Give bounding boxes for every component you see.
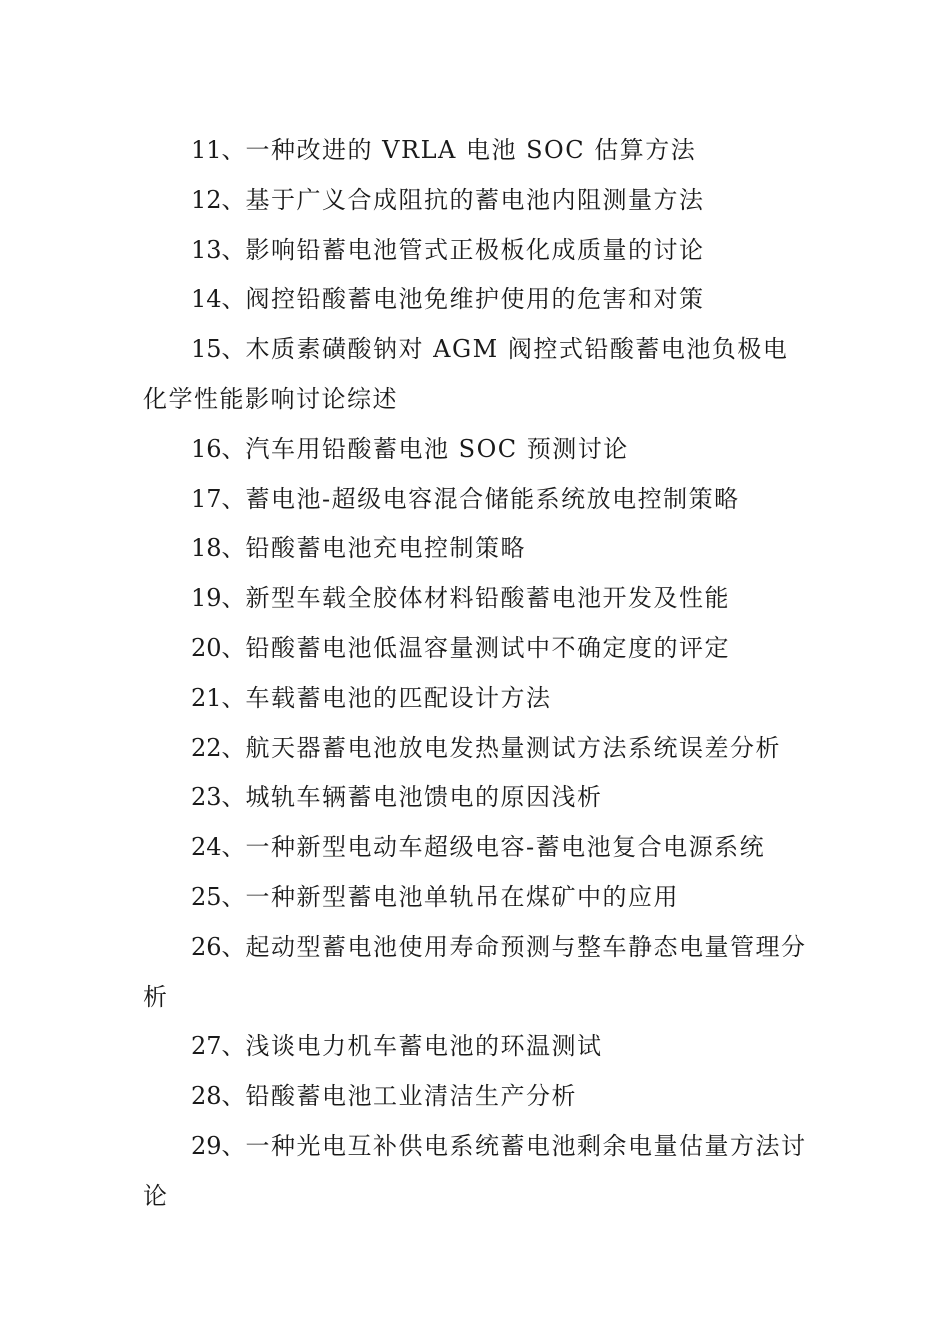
list-item xyxy=(143,1122,808,1222)
list-item xyxy=(143,524,808,574)
item-number: 25、 xyxy=(191,882,246,911)
item-title: 一种新型电动车超级电容-蓄电池复合电源系统 xyxy=(245,833,766,862)
list-item xyxy=(143,176,808,226)
item-title: 一种改进的 VRLA 电池 SOC 估算方法 xyxy=(245,136,697,164)
item-title: 汽车用铅酸蓄电池 SOC 预测讨论 xyxy=(245,434,629,463)
list-item xyxy=(143,873,808,923)
item-number: 13、 xyxy=(191,235,246,264)
item-title: 木质素磺酸钠对 AGM 阀控式铅酸蓄电池负极电化学性能影响讨论综述 xyxy=(143,335,789,413)
item-title: 一种光电互补供电系统蓄电池剩余电量估量方法讨论 xyxy=(143,1131,807,1210)
item-title: 一种新型蓄电池单轨吊在煤矿中的应用 xyxy=(245,882,680,911)
item-number: 26、 xyxy=(191,932,246,961)
item-number: 24、 xyxy=(191,833,246,862)
item-title: 铅酸蓄电池低温容量测试中不确定度的评定 xyxy=(245,633,731,662)
reference-list xyxy=(143,126,808,1222)
list-item xyxy=(143,226,808,276)
item-title: 蓄电池-超级电容混合储能系统放电控制策略 xyxy=(245,484,740,513)
list-item xyxy=(143,425,808,475)
list-item xyxy=(143,724,808,774)
item-title: 车载蓄电池的匹配设计方法 xyxy=(245,683,552,712)
item-title: 铅酸蓄电池工业清洁生产分析 xyxy=(245,1082,578,1111)
item-number: 21、 xyxy=(191,683,246,712)
item-number: 17、 xyxy=(191,484,246,513)
item-number: 15、 xyxy=(191,335,246,364)
item-number: 20、 xyxy=(191,633,246,662)
list-item xyxy=(143,923,808,1023)
item-number: 12、 xyxy=(191,185,246,214)
list-item xyxy=(143,674,808,724)
item-title: 阀控铅酸蓄电池免维护使用的危害和对策 xyxy=(245,285,705,314)
item-number: 22、 xyxy=(191,733,246,762)
list-item xyxy=(143,773,808,823)
list-item xyxy=(143,574,808,624)
item-title: 新型车载全胶体材料铅酸蓄电池开发及性能 xyxy=(245,584,731,613)
item-title: 浅谈电力机车蓄电池的环温测试 xyxy=(245,1032,603,1061)
item-number: 19、 xyxy=(191,584,246,613)
list-item xyxy=(143,1022,808,1072)
item-title: 铅酸蓄电池充电控制策略 xyxy=(245,534,527,563)
item-number: 16、 xyxy=(191,434,246,463)
list-item xyxy=(143,275,808,325)
item-title: 起动型蓄电池使用寿命预测与整车静态电量管理分析 xyxy=(143,932,807,1011)
item-number: 18、 xyxy=(191,534,246,563)
item-number: 27、 xyxy=(191,1032,246,1061)
list-item xyxy=(143,1072,808,1122)
item-title: 航天器蓄电池放电发热量测试方法系统误差分析 xyxy=(245,733,782,762)
item-title: 影响铅蓄电池管式正极板化成质量的讨论 xyxy=(245,235,705,264)
item-number: 23、 xyxy=(191,783,246,812)
list-item xyxy=(143,475,808,525)
item-number: 11、 xyxy=(191,136,246,164)
item-title: 基于广义合成阻抗的蓄电池内阻测量方法 xyxy=(245,185,705,214)
item-number: 29、 xyxy=(191,1131,246,1160)
list-item xyxy=(143,325,808,425)
item-number: 14、 xyxy=(191,285,246,314)
list-item xyxy=(143,624,808,674)
item-title: 城轨车辆蓄电池馈电的原因浅析 xyxy=(245,783,603,812)
list-item xyxy=(143,126,808,176)
item-number: 28、 xyxy=(191,1082,246,1111)
list-item xyxy=(143,823,808,873)
